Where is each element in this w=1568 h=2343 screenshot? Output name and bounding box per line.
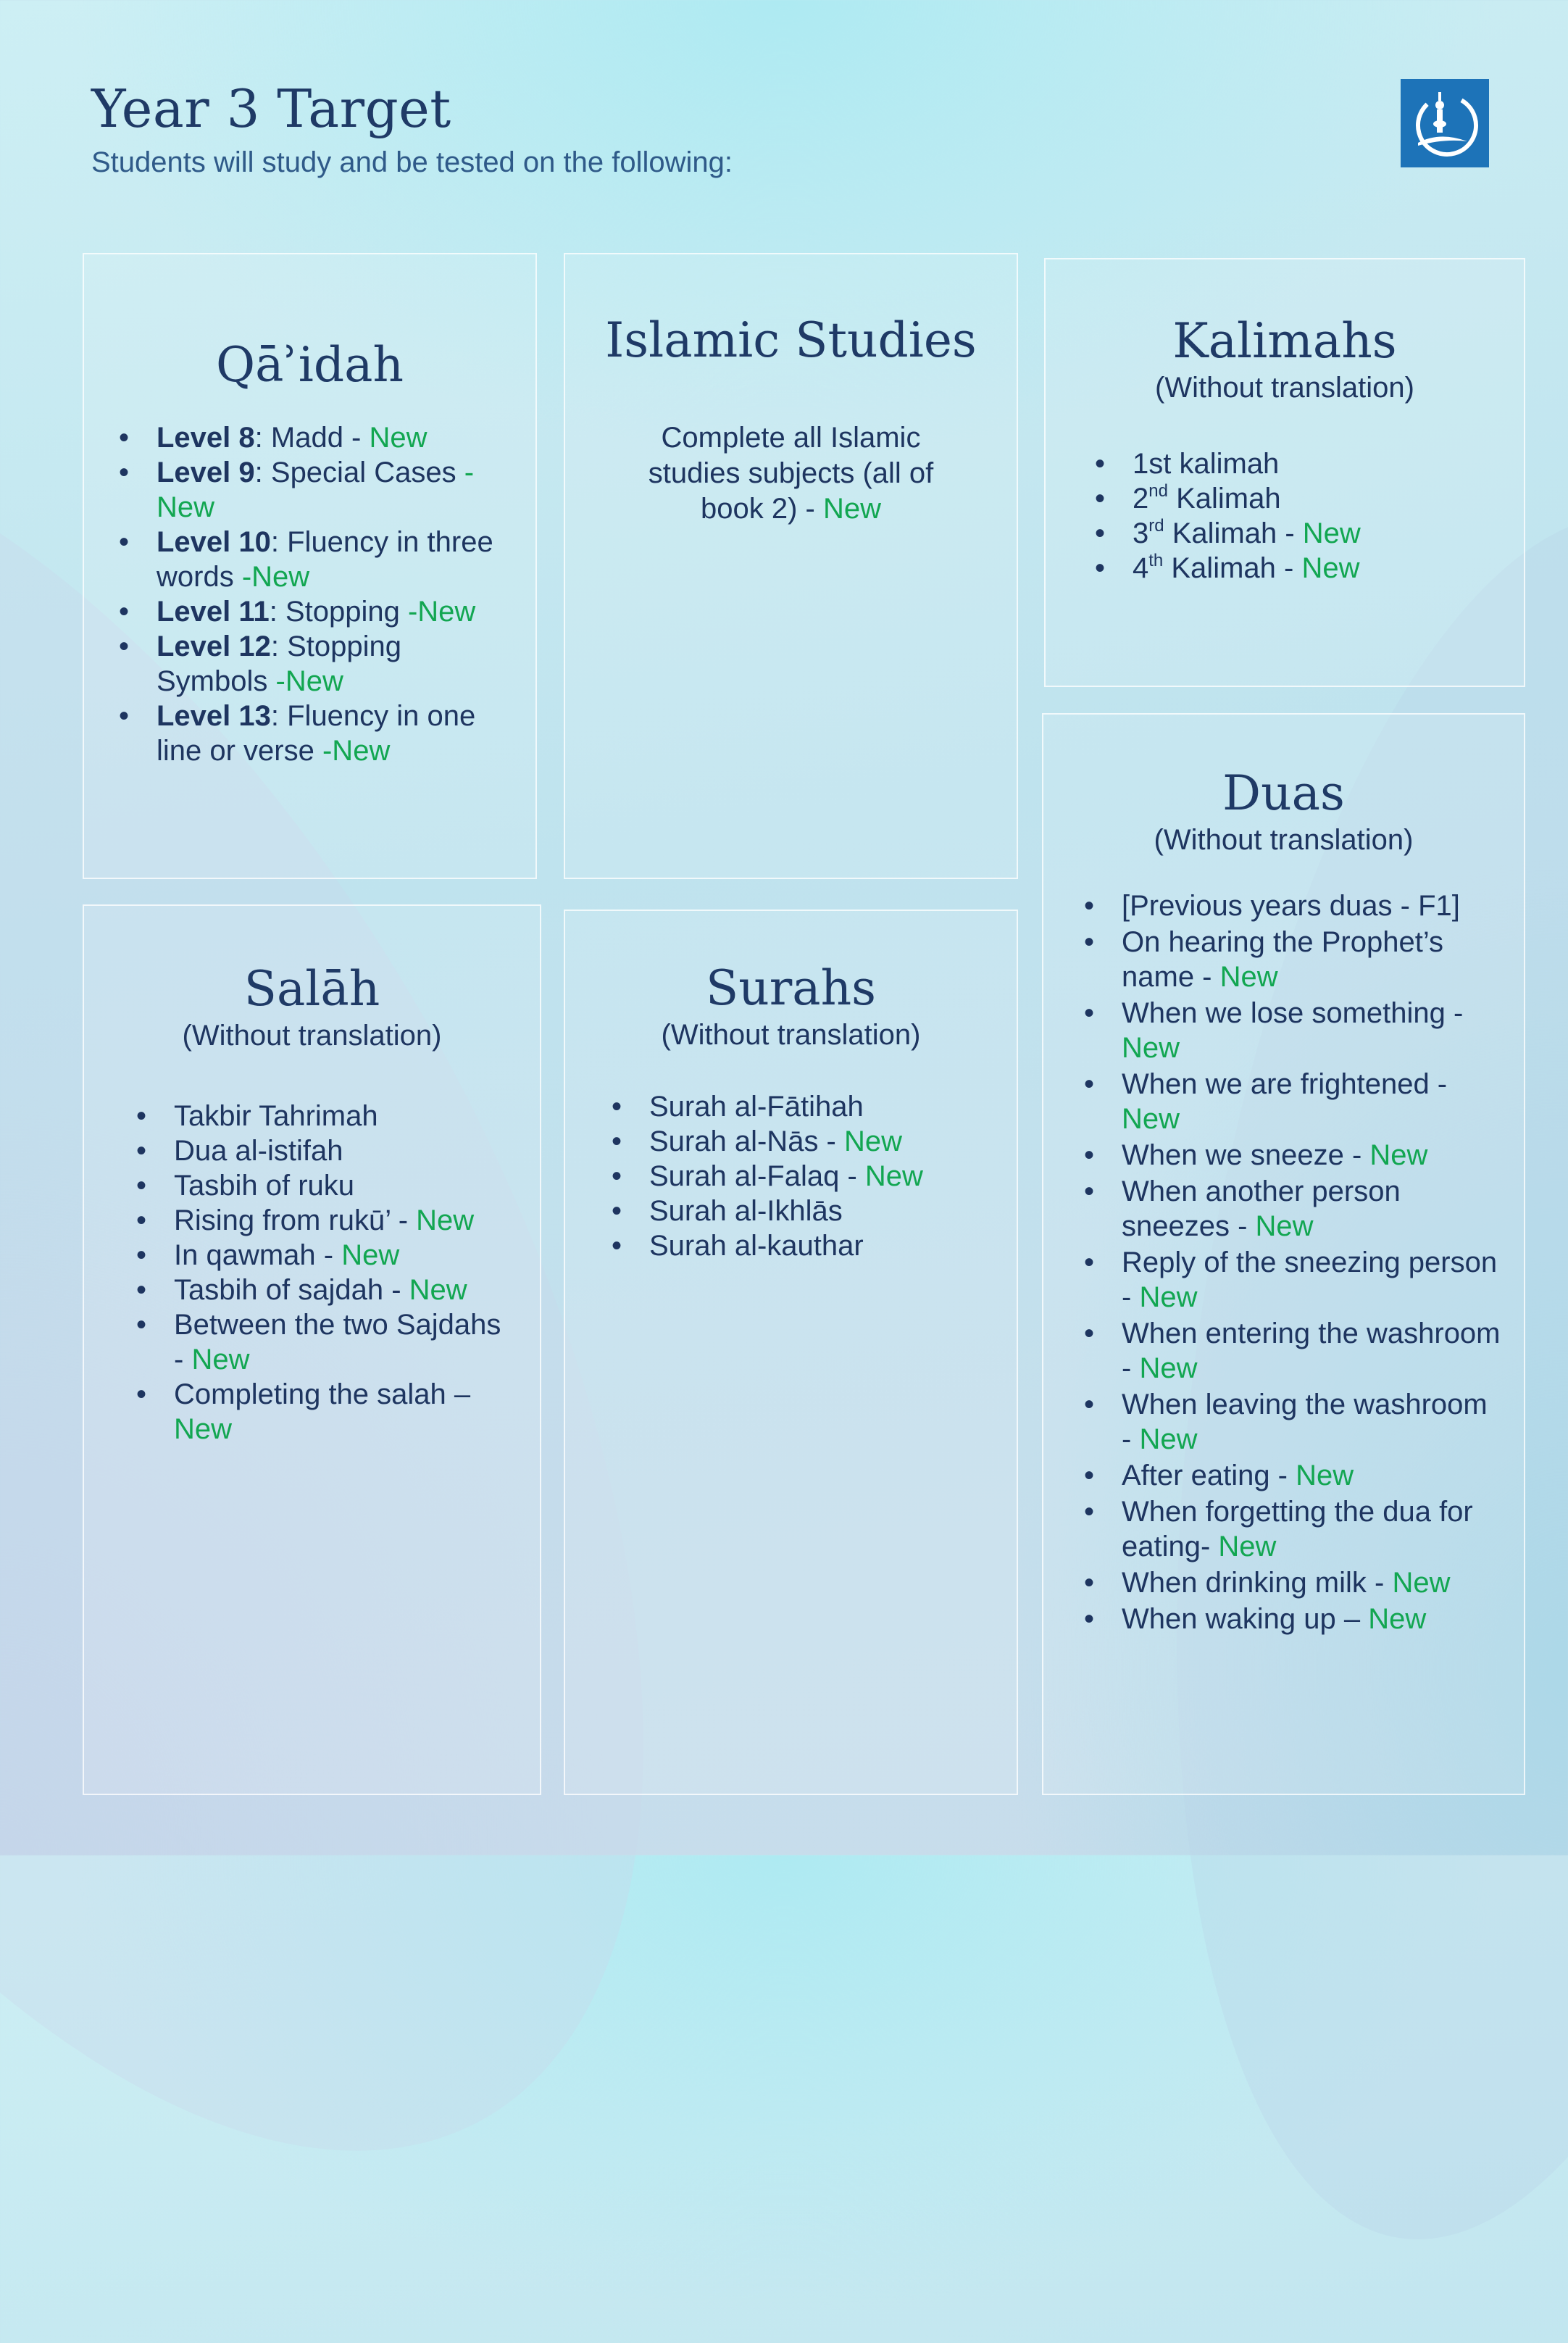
list-item [612,1089,995,1124]
item-text: [Previous years duas - F1] [1122,890,1460,923]
new-tag: New [416,1204,475,1237]
item-text: After eating - [1122,1460,1296,1492]
item-text: : Fluency in one line or verse [157,700,476,767]
new-tag: New [1369,1139,1428,1172]
new-tag: New [409,1274,467,1307]
item-text: When waking up – [1122,1603,1369,1636]
level-label: Level 10 [157,526,271,559]
item-text: Dua al-istifah [174,1135,343,1168]
surahs-subtitle: (Without translation) [661,1019,921,1052]
item-text: Takbir Tahrimah [174,1100,378,1133]
list-item [136,1238,518,1273]
ordinal-suffix: nd [1148,480,1168,501]
list-item [1095,551,1502,586]
list-item [119,420,506,455]
list-item [1084,1494,1502,1564]
item-text: Completing the salah – [174,1378,471,1411]
list-item [1095,481,1502,516]
islamic-studies-text [630,420,951,527]
list-item [136,1133,518,1168]
item-text: Kalimah - [1164,517,1303,550]
new-tag: New [1255,1210,1314,1243]
new-tag: New [1368,1603,1427,1636]
list-item [119,594,506,629]
new-tag: New [1296,1460,1354,1492]
item-text: : Madd - [254,422,370,454]
qaidah-title: Qāʾidah [216,337,404,393]
item-text: When drinking milk - [1122,1567,1393,1599]
new-tag: New [1139,1352,1198,1385]
new-tag: New [1139,1281,1198,1314]
item-text: When we sneeze - [1122,1139,1370,1172]
item-text: Reply of the sneezing person - [1122,1247,1498,1314]
item-text: Surah al-Nās - [649,1125,844,1158]
list-item [119,699,506,768]
list-item [1095,516,1502,551]
list-item [1084,925,1502,994]
item-text: On hearing the Prophet’s name - [1122,926,1444,994]
item-text: Kalimah - [1163,552,1302,585]
item-text: When we lose something - [1122,997,1464,1030]
new-tag: New [1139,1423,1198,1456]
item-text: : Stopping [269,596,408,628]
list-item [1084,1138,1502,1173]
list-item [136,1099,518,1133]
list-item [1084,1565,1502,1600]
qaidah-card [83,253,537,879]
new-tag: New [369,422,428,454]
item-text: Kalimah [1167,483,1281,515]
list-item [612,1124,995,1159]
item-text: In qawmah - [174,1239,342,1272]
salah-list [136,1099,518,1447]
new-tag: New [822,493,881,525]
new-tag: New [191,1344,250,1376]
salah-subtitle: (Without translation) [182,1020,442,1052]
level-label: Level 8 [157,422,255,454]
page-subtitle: Students will study and be tested on the following: [91,146,733,178]
kalimah-number: 4 [1133,552,1149,585]
kalimahs-list [1095,446,1502,586]
list-item [1084,888,1502,923]
new-tag: New [1392,1567,1451,1599]
new-tag: -New [407,596,476,628]
list-item [119,629,506,699]
list-item [612,1194,995,1228]
item-text: kalimah [1171,448,1280,480]
new-tag: -New [322,735,391,767]
item-text: : Special Cases [254,457,464,489]
new-tag: New [1122,1032,1180,1065]
surahs-card [564,910,1018,1795]
item-text: Between the two Sajdahs - [174,1309,501,1376]
islamic-studies-title: Islamic Studies [605,312,977,368]
new-tag: New [174,1413,233,1446]
mosque-crescent-logo-icon [1401,79,1489,167]
list-item [612,1228,995,1263]
salah-title: Salāh [243,961,380,1017]
list-item [136,1377,518,1447]
list-item [1084,1316,1502,1386]
item-text: When leaving the washroom - [1122,1389,1488,1456]
islamic-studies-card [564,253,1018,879]
new-tag: New [1219,961,1278,994]
list-item [1084,1387,1502,1457]
duas-list [1084,888,1502,1636]
list-item [1084,1174,1502,1244]
level-label: Level 13 [157,700,271,733]
surahs-list [612,1089,995,1263]
list-item [1095,446,1502,481]
new-tag: -New [275,665,343,698]
ordinal-suffix: th [1148,550,1164,570]
duas-title: Duas [1222,765,1345,821]
surahs-title: Surahs [706,960,876,1016]
item-text: Surah al-Fātihah [649,1091,864,1123]
list-item [136,1307,518,1377]
duas-card [1042,713,1525,1795]
item-text: Surah al-Falaq - [649,1160,865,1193]
item-text: : Stopping Symbols [157,631,402,698]
kalimah-number: 2 [1133,483,1149,515]
item-text: When forgetting the dua for eating- [1122,1496,1473,1563]
item-text: When we are frightened - [1122,1068,1448,1101]
new-tag: -New [241,561,310,594]
level-label: Level 11 [157,596,270,628]
list-item [1084,1602,1502,1636]
kalimahs-subtitle: (Without translation) [1155,372,1414,404]
new-tag: New [843,1125,903,1158]
new-tag: New [1122,1103,1180,1136]
list-item [119,455,506,525]
list-item [136,1203,518,1238]
kalimahs-card [1044,258,1525,687]
list-item [1084,996,1502,1065]
list-item [1084,1458,1502,1493]
item-text: When another person sneezes - [1122,1175,1401,1243]
new-tag: New [341,1239,400,1272]
list-item [136,1273,518,1307]
duas-subtitle: (Without translation) [1154,824,1414,857]
item-text: Surah al-Ikhlās [649,1195,843,1228]
list-item [1084,1245,1502,1315]
kalimah-number: 3 [1133,517,1149,550]
ordinal-suffix: rd [1148,515,1164,536]
item-text: Tasbih of ruku [174,1170,355,1202]
item-text: Surah al-kauthar [649,1230,864,1262]
item-text: Tasbih of sajdah - [174,1274,409,1307]
list-item [612,1159,995,1194]
new-tag: New [1302,517,1361,550]
list-item [119,525,506,594]
level-label: Level 9 [157,457,255,489]
list-item [1084,1067,1502,1136]
new-tag: New [864,1160,923,1193]
kalimah-number: 1st [1133,448,1172,480]
item-text: Rising from rukū’ - [174,1204,417,1237]
new-tag: New [1218,1531,1277,1563]
item-text: : Fluency in three words [157,526,493,594]
islamic-studies-body: Complete all Islamic studies subjects (all of book 2) - [648,422,934,525]
item-text: When entering the washroom - [1122,1318,1501,1385]
kalimahs-title: Kalimahs [1172,313,1397,369]
level-label: Level 12 [157,631,271,663]
page-title: Year 3 Target [91,78,451,139]
new-tag: New [1301,552,1360,585]
salah-card [83,904,541,1795]
list-item [136,1168,518,1203]
qaidah-list [119,420,506,768]
new-tag: - New [157,457,475,524]
